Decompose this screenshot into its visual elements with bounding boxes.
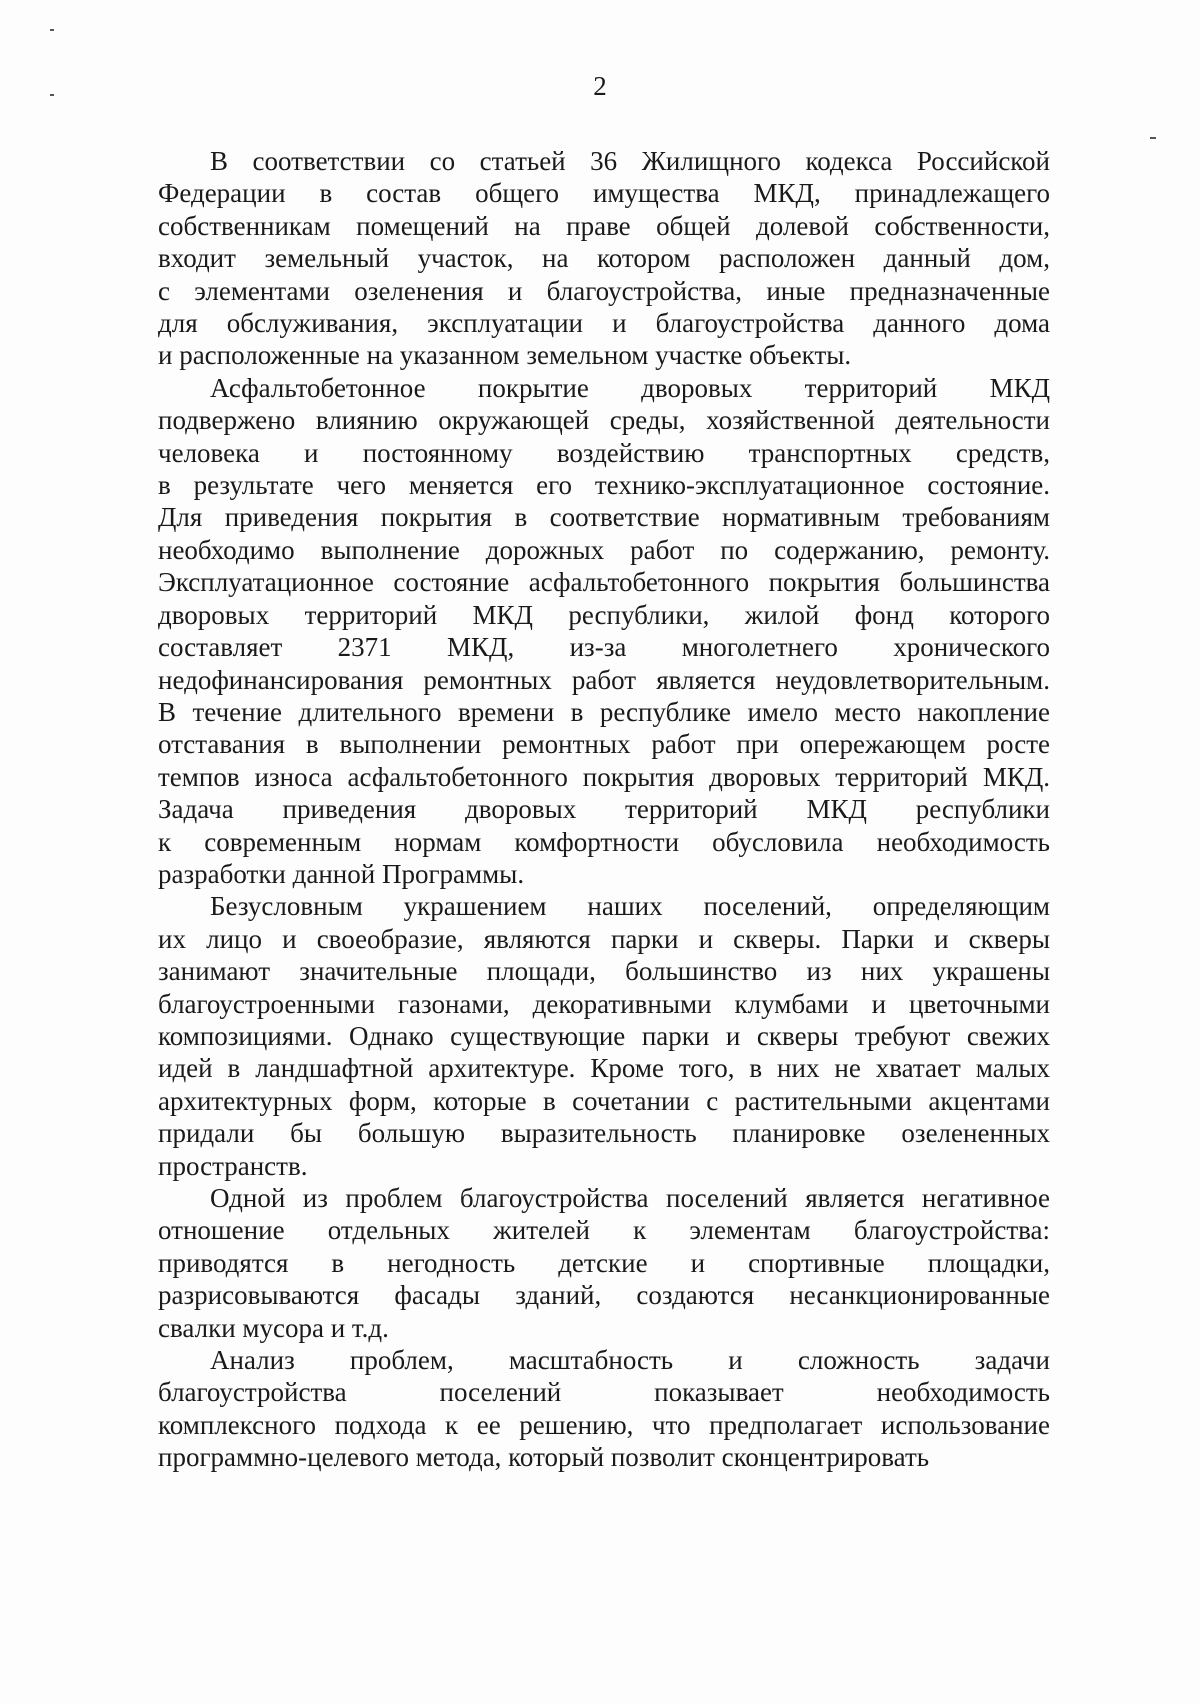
- text-line: благоустройства поселений показывает необходимость: [158, 1377, 1050, 1408]
- text-line: для обслуживания, эксплуатации и благоустройства данного дома: [158, 308, 1050, 339]
- text-line: приводятся в негодность детские и спортивные площадки,: [158, 1247, 1050, 1278]
- text-line: разработки данной Программы.: [158, 858, 525, 889]
- paragraph-1: [158, 145, 1050, 372]
- text-line: человека и постоянному воздействию транспортных средств,: [158, 437, 1050, 468]
- text-line: их лицо и своеобразие, являются парки и скверы. Парки и скверы: [158, 923, 1050, 954]
- text-line: Задача приведения дворовых территорий МКД республики: [158, 794, 1050, 825]
- text-line: в результате чего меняется его технико-эксплуатационное состояние.: [158, 470, 1050, 501]
- text-line: необходимо выполнение дорожных работ по содержанию, ремонту.: [158, 534, 1050, 565]
- text-line: придали бы большую выразительность планировке озелененных: [158, 1118, 1050, 1149]
- text-line: входит земельный участок, на котором расположен данный дом,: [158, 243, 1050, 274]
- text-line: недофинансирования ремонтных работ является неудовлетворительным.: [158, 664, 1050, 695]
- text-line: композициями. Однако существующие парки и скверы требуют свежих: [158, 1020, 1050, 1051]
- text-line: свалки мусора и т.д.: [158, 1312, 389, 1343]
- page-number: 2: [593, 71, 607, 101]
- text-line: отставания в выполнении ремонтных работ при опережающем росте: [158, 729, 1050, 760]
- text-line: собственникам помещений на праве общей долевой собственности,: [158, 210, 1050, 241]
- text-line: Федерации в состав общего имущества МКД, принадлежащего: [158, 178, 1050, 209]
- text-line: дворовых территорий МКД республики, жилой фонд которого: [158, 599, 1050, 630]
- text-line: Безусловным украшением наших поселений, определяющим: [210, 891, 1050, 922]
- text-line: благоустроенными газонами, декоративными клумбами и цветочными: [158, 988, 1050, 1019]
- text-line: комплексного подхода к ее решению, что предполагает использование: [158, 1409, 1050, 1440]
- paragraph-5: [158, 1344, 1050, 1474]
- scan-speck: [50, 29, 54, 31]
- text-line: Эксплуатационное состояние асфальтобетонного покрытия большинства: [158, 567, 1050, 598]
- text-line: подвержено влиянию окружающей среды, хозяйственной деятельности: [158, 405, 1050, 436]
- text-line: Анализ проблем, масштабность и сложность задачи: [210, 1345, 1050, 1376]
- text-line: Для приведения покрытия в соответствие нормативным требованиям: [158, 502, 1050, 533]
- text-line: с элементами озеленения и благоустройства, иные предназначенные: [158, 275, 1050, 306]
- text-line: архитектурных форм, которые в сочетании с растительными акцентами: [158, 1085, 1050, 1116]
- paragraph-4: [158, 1182, 1050, 1344]
- document-body: [158, 145, 1050, 1474]
- text-line: Асфальтобетонное покрытие дворовых территорий МКД: [210, 372, 1050, 403]
- paragraph-2: [158, 372, 1050, 891]
- text-line: к современным нормам комфортности обусловила необходимость: [158, 826, 1050, 857]
- text-line: занимают значительные площади, большинство из них украшены: [158, 956, 1050, 987]
- scan-speck: [1150, 137, 1156, 139]
- text-line: отношение отдельных жителей к элементам благоустройства:: [158, 1215, 1050, 1246]
- text-line: программно-целевого метода, который позволит сконцентрировать: [158, 1442, 930, 1473]
- text-line: В течение длительного времени в республике имело место накопление: [158, 696, 1050, 727]
- text-line: идей в ландшафтной архитектуре. Кроме того, в них не хватает малых: [158, 1053, 1050, 1084]
- text-line: Одной из проблем благоустройства поселений является негативное: [210, 1183, 1050, 1213]
- text-line: В соответствии со статьей 36 Жилищного кодекса Российской: [210, 146, 1050, 176]
- paragraph-3: [158, 890, 1050, 1182]
- text-line: разрисовываются фасады зданий, создаются несанкционированные: [158, 1280, 1050, 1311]
- text-line: и расположенные на указанном земельном участке объекты.: [158, 340, 852, 371]
- text-line: темпов износа асфальтобетонного покрытия дворовых территорий МКД.: [158, 761, 1050, 792]
- text-line: пространств.: [158, 1150, 308, 1181]
- text-line: составляет 2371 МКД, из-за многолетнего хронического: [158, 632, 1050, 663]
